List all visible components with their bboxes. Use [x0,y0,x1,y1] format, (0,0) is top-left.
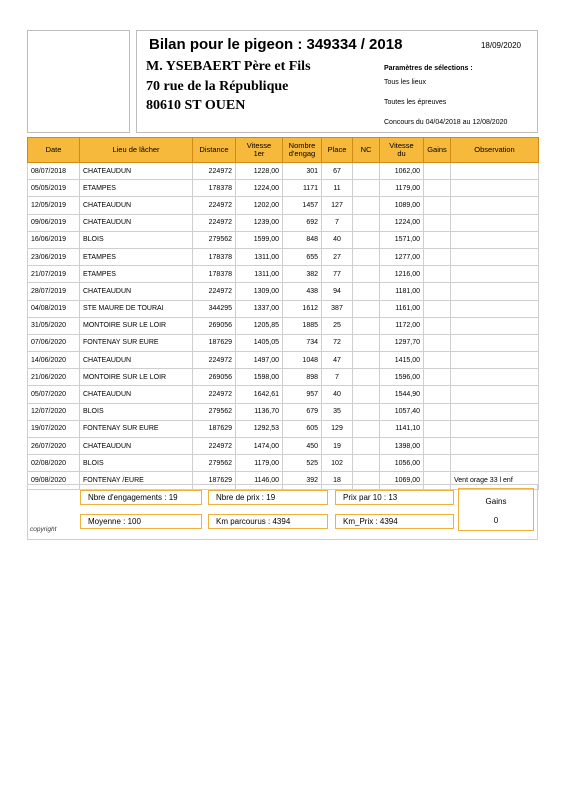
place-cell: 72 [322,334,353,351]
speed-cell: 1179,00 [380,180,424,197]
table-row [28,248,539,265]
gains-cell [424,455,451,472]
winner-speed-cell: 1311,00 [236,266,283,283]
table-header-row [28,138,539,163]
table-row [28,386,539,403]
param-date-range: Concours du 04/04/2018 au 12/08/2020 [384,119,508,126]
place-cell: 18 [322,472,353,489]
date-cell: 14/06/2020 [28,352,80,369]
table-row [28,180,539,197]
entries-cell: 898 [283,369,322,386]
nc-cell [353,231,380,248]
table-row [28,214,539,231]
release-site-cell: MONTOIRE SUR LE LOIR [80,369,193,386]
date-cell: 07/06/2020 [28,334,80,351]
speed-cell: 1277,00 [380,248,424,265]
distance-cell: 224972 [193,438,236,455]
nc-cell [353,420,380,437]
winner-speed-cell: 1202,00 [236,197,283,214]
speed-cell: 1544,90 [380,386,424,403]
speed-cell: 1089,00 [380,197,424,214]
observation-cell: Vent orage 33 l enf [451,472,539,489]
release-site-cell: BLOIS [80,455,193,472]
date-cell: 04/08/2019 [28,300,80,317]
observation-cell [451,214,539,231]
km-prize: Km_Prix : 4394 [335,514,454,529]
header-speed: Vitesse du [380,138,424,163]
winner-speed-cell: 1224,00 [236,180,283,197]
engagements-count: Nbre d'engagements : 19 [80,490,202,505]
date-cell: 05/07/2020 [28,386,80,403]
distance-cell: 187629 [193,334,236,351]
date-cell: 09/06/2019 [28,214,80,231]
gains-cell [424,369,451,386]
table-row [28,266,539,283]
observation-cell [451,300,539,317]
param-events: Toutes les épreuves [384,99,447,106]
gains-cell [424,300,451,317]
prize-count: Nbre de prix : 19 [208,490,328,505]
nc-cell [353,180,380,197]
nc-cell [353,300,380,317]
gains-cell [424,403,451,420]
gains-cell [424,197,451,214]
release-site-cell: CHATEAUDUN [80,214,193,231]
distance-cell: 178378 [193,180,236,197]
entries-cell: 1171 [283,180,322,197]
speed-cell: 1056,00 [380,455,424,472]
header-winner-speed: Vitesse 1er [236,138,283,163]
distance-cell: 279562 [193,403,236,420]
winner-speed-cell: 1228,00 [236,163,283,180]
speed-cell: 1596,00 [380,369,424,386]
header-observation: Observation [451,138,539,163]
distance-cell: 344295 [193,300,236,317]
nc-cell [353,369,380,386]
nc-cell [353,283,380,300]
winner-speed-cell: 1599,00 [236,231,283,248]
place-cell: 127 [322,197,353,214]
distance-cell: 269056 [193,369,236,386]
date-cell: 21/07/2019 [28,266,80,283]
release-site-cell: ETAMPES [80,248,193,265]
entries-cell: 1885 [283,317,322,334]
release-site-cell: ETAMPES [80,180,193,197]
prizes-per-ten: Prix par 10 : 13 [335,490,454,505]
winner-speed-cell: 1179,00 [236,455,283,472]
observation-cell [451,266,539,283]
place-cell: 27 [322,248,353,265]
print-date: 18/09/2020 [480,41,521,50]
place-cell: 387 [322,300,353,317]
owner-city: 80610 ST OUEN [146,98,246,113]
distance-cell: 224972 [193,352,236,369]
table-body [28,163,539,490]
date-cell: 28/07/2019 [28,283,80,300]
place-cell: 19 [322,438,353,455]
table-row [28,334,539,351]
observation-cell [451,197,539,214]
nc-cell [353,163,380,180]
speed-cell: 1297,70 [380,334,424,351]
observation-cell [451,369,539,386]
place-cell: 102 [322,455,353,472]
distance-cell: 269056 [193,317,236,334]
selection-params-title: Paramètres de sélections : [384,65,473,72]
gains-cell [424,231,451,248]
place-cell: 47 [322,352,353,369]
table-row [28,369,539,386]
entries-cell: 301 [283,163,322,180]
date-cell: 21/06/2020 [28,369,80,386]
observation-cell [451,438,539,455]
param-places: Tous les lieux [384,79,427,86]
gains-cell [424,266,451,283]
speed-cell: 1172,00 [380,317,424,334]
header-nc: NC [353,138,380,163]
distance-cell: 279562 [193,231,236,248]
gains-value: 0 [493,516,499,525]
nc-cell [353,334,380,351]
date-cell: 05/05/2019 [28,180,80,197]
gains-cell [424,180,451,197]
distance-cell: 224972 [193,163,236,180]
winner-speed-cell: 1337,00 [236,300,283,317]
winner-speed-cell: 1311,00 [236,248,283,265]
date-cell: 16/06/2019 [28,231,80,248]
place-cell: 35 [322,403,353,420]
place-cell: 77 [322,266,353,283]
table-row [28,283,539,300]
gains-cell [424,334,451,351]
header-place: Place [322,138,353,163]
release-site-cell: ETAMPES [80,266,193,283]
gains-cell [424,248,451,265]
place-cell: 7 [322,214,353,231]
winner-speed-cell: 1239,00 [236,214,283,231]
entries-cell: 382 [283,266,322,283]
observation-cell [451,352,539,369]
logo-placeholder [27,30,130,133]
entries-cell: 957 [283,386,322,403]
release-site-cell: CHATEAUDUN [80,352,193,369]
header-release-site: Lieu de lâcher [80,138,193,163]
entries-cell: 692 [283,214,322,231]
table-row [28,300,539,317]
observation-cell [451,231,539,248]
release-site-cell: FONTENAY SUR EURE [80,420,193,437]
entries-cell: 605 [283,420,322,437]
winner-speed-cell: 1205,85 [236,317,283,334]
winner-speed-cell: 1598,00 [236,369,283,386]
place-cell: 11 [322,180,353,197]
place-cell: 129 [322,420,353,437]
place-cell: 40 [322,386,353,403]
release-site-cell: FONTENAY SUR EURE [80,334,193,351]
date-cell: 23/06/2019 [28,248,80,265]
speed-cell: 1571,00 [380,231,424,248]
speed-cell: 1415,00 [380,352,424,369]
distance-cell: 224972 [193,197,236,214]
nc-cell [353,403,380,420]
table-row [28,231,539,248]
distance-cell: 187629 [193,420,236,437]
date-cell: 08/07/2018 [28,163,80,180]
entries-cell: 679 [283,403,322,420]
winner-speed-cell: 1497,00 [236,352,283,369]
observation-cell [451,180,539,197]
nc-cell [353,248,380,265]
winner-speed-cell: 1146,00 [236,472,283,489]
speed-cell: 1398,00 [380,438,424,455]
observation-cell [451,386,539,403]
observation-cell [451,283,539,300]
place-cell: 40 [322,231,353,248]
results-table [27,137,539,490]
report-title: Bilan pour le pigeon : 349334 / 2018 [149,36,403,53]
table-row [28,163,539,180]
observation-cell [451,403,539,420]
owner-name: M. YSEBAERT Père et Fils [146,59,311,74]
distance-cell: 224972 [193,386,236,403]
header-gains: Gains [424,138,451,163]
entries-cell: 450 [283,438,322,455]
release-site-cell: CHATEAUDUN [80,283,193,300]
place-cell: 67 [322,163,353,180]
date-cell: 12/05/2019 [28,197,80,214]
gains-cell [424,283,451,300]
place-cell: 94 [322,283,353,300]
nc-cell [353,386,380,403]
winner-speed-cell: 1642,61 [236,386,283,403]
table-row [28,438,539,455]
speed-cell: 1216,00 [380,266,424,283]
winner-speed-cell: 1405,05 [236,334,283,351]
release-site-cell: CHATEAUDUN [80,163,193,180]
winner-speed-cell: 1474,00 [236,438,283,455]
gains-cell [424,214,451,231]
entries-cell: 1612 [283,300,322,317]
nc-cell [353,214,380,231]
gains-cell [424,438,451,455]
table-row [28,352,539,369]
nc-cell [353,317,380,334]
table-row [28,317,539,334]
speed-cell: 1069,00 [380,472,424,489]
gains-cell [424,163,451,180]
average-score: Moyenne : 100 [80,514,202,529]
date-cell: 02/08/2020 [28,455,80,472]
report-header [136,30,538,133]
speed-cell: 1057,40 [380,403,424,420]
distance-cell: 279562 [193,455,236,472]
observation-cell [451,420,539,437]
winner-speed-cell: 1292,53 [236,420,283,437]
release-site-cell: CHATEAUDUN [80,438,193,455]
date-cell: 26/07/2020 [28,438,80,455]
entries-cell: 438 [283,283,322,300]
nc-cell [353,266,380,283]
date-cell: 09/08/2020 [28,472,80,489]
nc-cell [353,438,380,455]
release-site-cell: STE MAURE DE TOURAI [80,300,193,317]
entries-cell: 734 [283,334,322,351]
date-cell: 31/05/2020 [28,317,80,334]
entries-cell: 525 [283,455,322,472]
header-distance: Distance [193,138,236,163]
release-site-cell: MONTOIRE SUR LE LOIR [80,317,193,334]
place-cell: 7 [322,369,353,386]
header-entries: Nombre d'engag [283,138,322,163]
winner-speed-cell: 1136,70 [236,403,283,420]
place-cell: 25 [322,317,353,334]
distance-cell: 224972 [193,283,236,300]
release-site-cell: CHATEAUDUN [80,386,193,403]
owner-street: 70 rue de la République [146,79,289,94]
observation-cell [451,334,539,351]
date-cell: 19/07/2020 [28,420,80,437]
observation-cell [451,455,539,472]
table-row [28,403,539,420]
speed-cell: 1181,00 [380,283,424,300]
speed-cell: 1141,10 [380,420,424,437]
entries-cell: 392 [283,472,322,489]
gains-cell [424,420,451,437]
gains-cell [424,317,451,334]
km-travelled: Km parcourus : 4394 [208,514,328,529]
entries-cell: 848 [283,231,322,248]
table-row [28,197,539,214]
header-date: Date [28,138,80,163]
observation-cell [451,248,539,265]
distance-cell: 178378 [193,266,236,283]
release-site-cell: FONTENAY /EURE [80,472,193,489]
entries-cell: 1048 [283,352,322,369]
entries-cell: 655 [283,248,322,265]
observation-cell [451,317,539,334]
nc-cell [353,352,380,369]
winner-speed-cell: 1309,00 [236,283,283,300]
gains-box [458,488,534,531]
speed-cell: 1062,00 [380,163,424,180]
speed-cell: 1161,00 [380,300,424,317]
observation-cell [451,163,539,180]
nc-cell [353,197,380,214]
release-site-cell: BLOIS [80,403,193,420]
gains-cell [424,352,451,369]
table-row [28,455,539,472]
date-cell: 12/07/2020 [28,403,80,420]
copyright-note: copyright [30,526,57,533]
distance-cell: 187629 [193,472,236,489]
entries-cell: 1457 [283,197,322,214]
release-site-cell: CHATEAUDUN [80,197,193,214]
speed-cell: 1224,00 [380,214,424,231]
distance-cell: 224972 [193,214,236,231]
gains-label: Gains [485,497,507,506]
distance-cell: 178378 [193,248,236,265]
table-row [28,420,539,437]
gains-cell [424,386,451,403]
release-site-cell: BLOIS [80,231,193,248]
nc-cell [353,455,380,472]
